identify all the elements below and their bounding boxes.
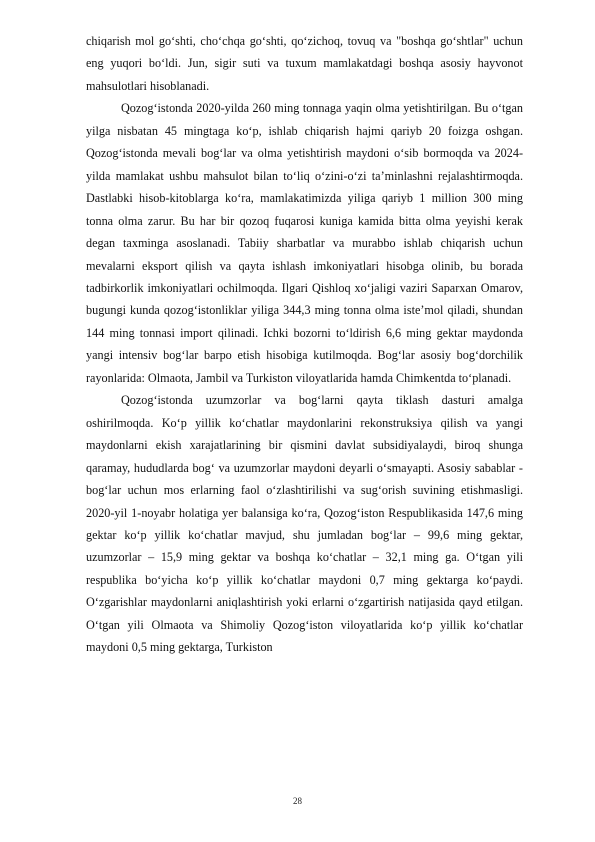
paragraph-intro: chiqarish mol go‘shti, cho‘chqa go‘shti, qo‘zichoq, tovuq va "boshqa go‘shtlar" uchun eng yuqori bo‘ldi. Jun, sigir suti va tuxum mamlakatdagi boshqa asosiy hayvonot mahsulotlari hisoblanadi. bbox=[86, 34, 523, 93]
paragraph-vineyards: Qozog‘istonda uzumzorlar va bog‘larni qayta tiklash dasturi amalga oshirilmoqda. Ko‘p yillik ko‘chatlar maydonlarini rekonstruksiya qilish va yangi maydonlarni ekish xarajatlarining bir qismini davlat subsidiyalaydi, biroq shunga qaramay, hududlarda bog‘ va uzumzorlar maydoni deyarli o‘smayapti. Asosiy sabablar - bog‘lar uchun mos erlarning faol o‘zlashtirilishi va sug‘orish suvining etishmasligi. 2020-yil 1-noyabr holatiga yer balansiga ko‘ra, Qozog‘iston Respublikasida 147,6 ming gektar ko‘p yillik ko‘chatlar mavjud, shu jumladan bog‘lar – 99,6 ming gektar, uzumzorlar – 15,9 ming gektar va boshqa ko‘chatlar – 32,1 ming ga. O‘tgan yili respublika bo‘yicha ko‘p yillik ko‘chatlar maydoni 0,7 ming gektarga ko‘paydi. O‘zgarishlar maydonlarni aniqlashtirish yoki erlarni o‘zgartirish natijasida qayd etilgan. O‘tgan yili Olmaota va Shimoliy Qozog‘iston viloyatlarida ko‘p yillik ko‘chatlar maydoni 0,5 ming gektarga, Turkiston bbox=[86, 393, 523, 655]
paragraph-apples: Qozog‘istonda 2020-yilda 260 ming tonnaga yaqin olma yetishtirilgan. Bu o‘tgan yilga nisbatan 45 mingtaga ko‘p, ishlab chiqarish hajmi qariyb 20 foizga oshgan. Qozog‘istonda mevali bog‘lar va olma yetishtirish maydoni o‘sib bormoqda va 2024-yilda mamlakat ushbu mahsulot bilan to‘liq o‘zini-o‘zi ta’minlashni rejalashtirmoqda. Dastlabki hisob-kitoblarga ko‘ra, mamlakatimizda yiliga qariyb 1 million 300 ming tonna olma zarur. Bu har bir qozoq fuqarosi kuniga kamida bitta olma yeyishi kerak degan taxminga asoslanadi. Tabiiy sharbatlar va murabbo ishlab chiqarish uchun mevalarni eksport qilish va qayta ishlash imkoniyatlari hisobga olinib, bu borada tadbirkorlik imkoniyatlari ochilmoqda. Ilgari Qishloq xo‘jaligi vaziri Saparxan Omarov, bugungi kunda qozog‘istonliklar yiliga 344,3 ming tonna olma iste’mol qiladi, shundan 144 ming tonnasi import qilinadi. Ichki bozorni to‘ldirish 6,6 ming gektar maydonda yangi intensiv bog‘lar barpo etish hisobiga kutilmoqda. Bog‘lar asosiy bog‘dorchilik rayonlarida: Olmaota, Jambil va Turkiston viloyatlarida hamda Chimkentda to‘planadi. bbox=[86, 101, 523, 385]
page-number: 28 bbox=[293, 796, 302, 806]
document-page bbox=[86, 30, 523, 659]
